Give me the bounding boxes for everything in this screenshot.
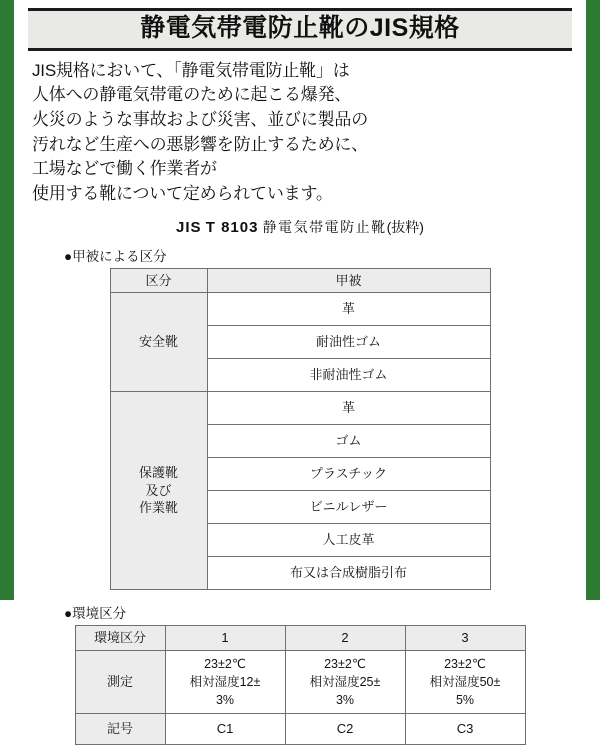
- cell-kigou-3: C3: [405, 713, 525, 744]
- cell-hogo-5: 人工皮革: [207, 524, 490, 557]
- cell-sokutei-3-line-3: 5%: [455, 692, 475, 707]
- standard-heading: [28, 217, 572, 237]
- standard-code-prefix: JIS: [176, 218, 202, 236]
- row-header-kigou: 記号: [75, 713, 165, 744]
- group-label-hogogutsu: [110, 392, 207, 590]
- cell-sokutei-3-line-2: 相対湿度50±: [429, 674, 501, 689]
- table-row: [110, 268, 490, 293]
- section2-label: ●環境区分: [64, 606, 127, 622]
- intro-line-6: 使用する靴について定められています。: [32, 183, 333, 203]
- standard-note: (抜粋): [386, 218, 424, 235]
- intro-line-5: 工場などで働く作業者が: [32, 159, 217, 179]
- standard-code-name: 静電気帯電防止靴: [262, 218, 387, 235]
- left-green-bar: [0, 0, 14, 600]
- table-row: [75, 626, 525, 651]
- cell-sokutei-1-line-1: 23±2℃: [204, 656, 246, 671]
- col-header-kubun: 区分: [110, 268, 207, 293]
- cell-sokutei-2-line-2: 相対湿度25±: [309, 674, 381, 689]
- standard-code-number: T 8103: [205, 218, 259, 236]
- table-row: [75, 713, 525, 744]
- cell-sokutei-2-line-3: 3%: [335, 692, 355, 707]
- table-row: [75, 650, 525, 713]
- intro-line-3: 火災のような事故および災害、並びに製品の: [32, 110, 368, 130]
- cell-hogo-4: ビニルレザー: [207, 491, 490, 524]
- intro-line-4: 汚れなど生産への悪影響を防止するために、: [32, 134, 368, 154]
- cell-anzen-3: 非耐油性ゴム: [207, 359, 490, 392]
- cell-hogo-1: 革: [207, 392, 490, 425]
- cell-hogo-2: ゴム: [207, 425, 490, 458]
- cell-anzen-2: 耐油性ゴム: [207, 326, 490, 359]
- col-header-kankyo-kubun: 環境区分: [75, 626, 165, 651]
- page-title: 静電気帯電防止靴のJIS規格: [140, 14, 460, 42]
- right-green-bar: [586, 0, 600, 600]
- title-banner: [28, 8, 572, 51]
- group-label-line-3: 作業靴: [138, 500, 178, 516]
- group-label-anzengutsu: 安全靴: [110, 293, 207, 392]
- col-header-kouhi: 甲被: [207, 268, 490, 293]
- row-header-sokutei: 測定: [75, 650, 165, 713]
- table-row: [110, 293, 490, 326]
- cell-anzen-1: 革: [207, 293, 490, 326]
- cell-kigou-1: C1: [165, 713, 285, 744]
- cell-hogo-3: プラスチック: [207, 458, 490, 491]
- col-header-2: 2: [285, 626, 405, 651]
- cell-sokutei-2-line-1: 23±2℃: [324, 656, 366, 671]
- section1-label: ●甲被による区分: [64, 248, 167, 264]
- cell-sokutei-3: [405, 650, 525, 713]
- intro-paragraph: [32, 59, 572, 207]
- document-content: [14, 0, 586, 736]
- col-header-3: 3: [405, 626, 525, 651]
- cell-sokutei-2: [285, 650, 405, 713]
- table-kankyo-kubun: [75, 625, 526, 745]
- table-row: [110, 392, 490, 425]
- cell-sokutei-1: [165, 650, 285, 713]
- cell-sokutei-1-line-2: 相対湿度12±: [189, 674, 261, 689]
- cell-kigou-2: C2: [285, 713, 405, 744]
- cell-sokutei-3-line-1: 23±2℃: [444, 656, 486, 671]
- col-header-1: 1: [165, 626, 285, 651]
- cell-hogo-6: 布又は合成樹脂引布: [207, 557, 490, 590]
- cell-sokutei-1-line-3: 3%: [215, 692, 235, 707]
- intro-line-1: JIS規格において、「静電気帯電防止靴」は: [32, 60, 350, 80]
- group-label-line-1: 保護靴: [138, 465, 178, 481]
- intro-line-2: 人体への静電気帯電のために起こる爆発、: [32, 85, 352, 105]
- table-kouhi-kubun: [110, 268, 491, 591]
- group-label-line-2: 及び: [145, 482, 172, 498]
